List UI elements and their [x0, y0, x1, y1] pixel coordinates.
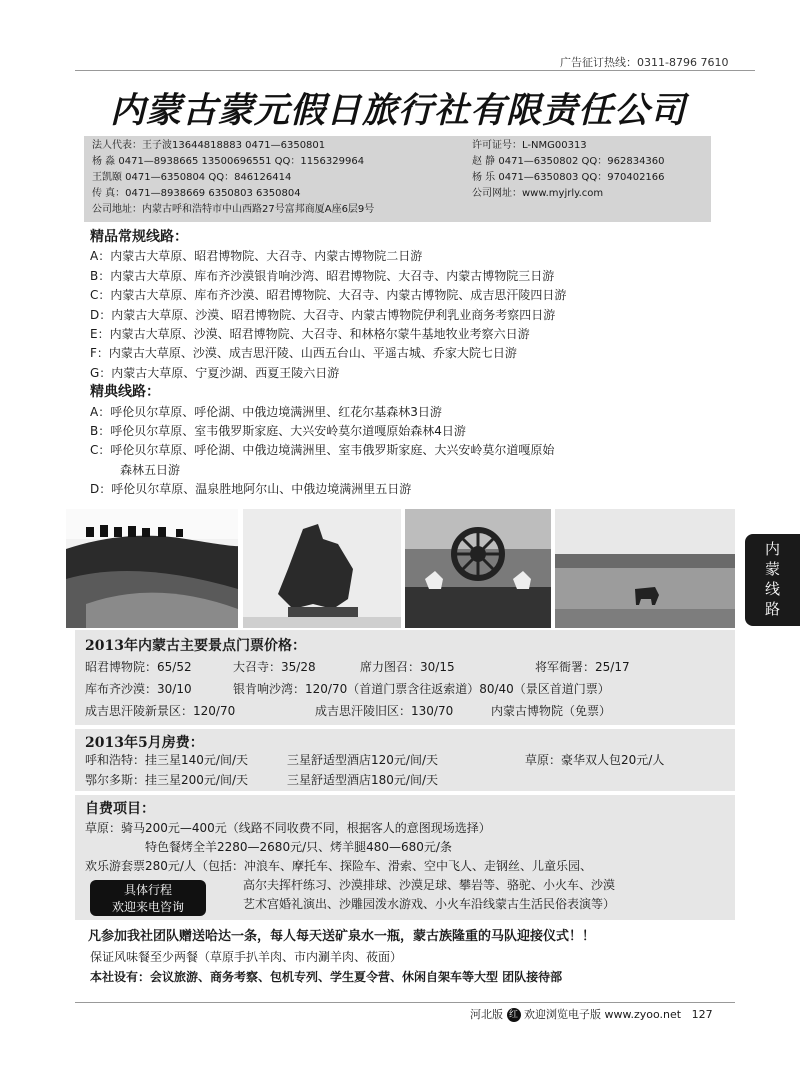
price-item: 席力图召：30/15	[360, 660, 455, 674]
page-number: 127	[691, 1008, 713, 1021]
call-for-details-badge	[90, 880, 206, 916]
edition-label: 河北版	[470, 1008, 503, 1021]
route-item: A：内蒙古大草原、昭君博物院、大召寺、内蒙古博物院二日游	[90, 249, 423, 264]
self-pay-line: 艺术宫婚礼演出、沙雕园泼水游戏、小火车沿线蒙古生活民俗表演等）	[243, 897, 616, 911]
tab-char: 内	[764, 540, 780, 558]
route-item: C：内蒙古大草原、库布齐沙漠、昭君博物院、大召寺、内蒙古博物院、成吉思汗陵四日游	[90, 288, 567, 303]
company-address: 公司地址：内蒙古呼和浩特市中山西路27号富邦商厦A座6层9号	[92, 204, 375, 215]
classic-routes-heading: 精典线路：	[90, 384, 160, 401]
room-rate: 鄂尔多斯：挂三星200元/间/天	[85, 773, 248, 787]
footer-divider	[75, 1002, 735, 1003]
route-item: D：呼伦贝尔草原、温泉胜地阿尔山、中俄边境满洲里五日游	[90, 482, 412, 497]
route-item: B：呼伦贝尔草原、室韦俄罗斯家庭、大兴安岭莫尔道嘎原始森林4日游	[90, 424, 466, 439]
route-item-continued: 森林五日游	[120, 462, 181, 477]
price-item: 大召寺：35/28	[233, 660, 316, 674]
badge-line: 具体行程	[123, 883, 172, 897]
route-item: G：内蒙古大草原、宁夏沙湖、西夏王陵六日游	[90, 365, 340, 380]
contact-box	[84, 136, 711, 222]
price-item: 内蒙古博物院（免票）	[491, 704, 612, 718]
room-rate: 三星舒适型酒店120元/间/天	[287, 753, 438, 767]
grassland-horse-photo	[555, 509, 735, 628]
meal-guarantee: 保证风味餐至少两餐（草原手扒羊肉、市内涮羊肉、莜面）	[90, 950, 403, 964]
contact-left: 王凯颐 0471—6350804 QQ：846126414	[92, 172, 292, 183]
room-rate-section	[75, 729, 735, 791]
self-pay-line: 特色餐烤全羊2280—2680元/只、烤羊腿480—680元/条	[145, 840, 452, 854]
route-item: A：呼伦贝尔草原、呼伦湖、中俄边境满洲里、红花尔基森林3日游	[90, 404, 442, 419]
header-divider	[75, 70, 755, 71]
contact-right: 赵 静 0471—6350802 QQ：962834360	[472, 156, 665, 167]
regular-routes-heading: 精品常规线路：	[90, 229, 188, 245]
license-number: 许可证号：L-NMG00313	[472, 140, 587, 151]
edition-badge-icon: 红	[507, 1008, 521, 1022]
services-offered: 本社设有：会议旅游、商务考察、包机专列、学生夏令营、休闲自架车等大型 团队接待部	[90, 970, 563, 984]
self-pay-heading: 自费项目：	[85, 801, 155, 817]
promotion-text: 凡参加我社团队赠送哈达一条，每人每天送矿泉水一瓶，蒙古族隆重的马队迎接仪式！！	[88, 929, 596, 944]
ad-hotline: 广告征订热线：0311-8796 7610	[560, 56, 729, 69]
ticket-price-section	[75, 630, 735, 725]
route-item: E：内蒙古大草原、沙漠、昭君博物院、大召寺、和林格尔蒙牛基地牧业考察六日游	[90, 327, 530, 342]
price-item: 银肯响沙湾：120/70（首道门票含往返索道）80/40（景区首道门票）	[233, 682, 610, 696]
price-item: 成吉思汗陵旧区：130/70	[315, 704, 454, 718]
route-list	[90, 228, 566, 500]
route-item: B：内蒙古大草原、库布齐沙漠银肯响沙湾、昭君博物院、大召寺、内蒙古博物院三日游	[90, 268, 555, 283]
price-item: 成吉思汗陵新景区：120/70	[85, 704, 236, 718]
contact-left: 传 真：0471—8938669 6350803 6350804	[92, 188, 301, 199]
self-pay-line: 高尔夫挥杆练习、沙漠排球、沙漠足球、攀岩等、骆驼、小火车、沙漠	[243, 878, 616, 892]
room-rate: 呼和浩特：挂三星140元/间/天	[85, 753, 248, 767]
tab-char: 路	[764, 600, 780, 618]
company-website: 公司网址：www.myjrly.com	[472, 188, 604, 199]
footer-slogan[interactable]: 欢迎浏览电子版 www.zyoo.net	[524, 1008, 682, 1021]
room-rate-heading: 2013年5月房费：	[85, 735, 204, 751]
route-item: C：呼伦贝尔草原、呼伦湖、中俄边境满洲里、室韦俄罗斯家庭、大兴安岭莫尔道嘎原始	[90, 443, 555, 458]
route-item: F：内蒙古大草原、沙漠、成吉思汗陵、山西五台山、平遥古城、乔家大院七日游	[90, 346, 517, 361]
contact-left: 杨 淼 0471—8938665 13500696551 QQ：1156329964	[92, 156, 365, 167]
section-tab-inner-mongolia-routes	[745, 534, 800, 626]
tab-char: 线	[764, 580, 780, 598]
company-title: 内蒙古蒙元假日旅行社有限责任公司	[110, 91, 687, 131]
route-item: D：内蒙古大草原、沙漠、昭君博物院、大召寺、内蒙古博物院伊利乳业商务考察四日游	[90, 307, 556, 322]
genghis-statue-photo	[243, 509, 401, 628]
page-footer	[470, 1006, 713, 1022]
price-item: 将军衙署：25/17	[535, 660, 630, 674]
contact-right: 杨 乐 0471—6350803 QQ：970402166	[472, 172, 665, 183]
ticket-price-heading: 2013年内蒙古主要景点门票价格：	[85, 638, 306, 654]
dharma-wheel-photo	[405, 509, 551, 628]
badge-line: 欢迎来电咨询	[111, 900, 184, 914]
tab-char: 蒙	[764, 560, 780, 578]
self-pay-line: 欢乐游套票280元/人（包括：冲浪车、摩托车、探险车、滑索、空中飞人、走钢丝、儿童乐园、	[85, 859, 592, 873]
representative: 法人代表：王子波13644818883 0471—6350801	[92, 140, 326, 151]
price-item: 昭君博物院：65/52	[85, 660, 192, 674]
room-rate: 草原：豪华双人包20元/人	[525, 753, 665, 767]
price-item: 库布齐沙漠：30/10	[85, 682, 192, 696]
self-pay-line: 草原：骑马200元—400元（线路不同收费不同，根据客人的意图现场选择）	[85, 821, 491, 835]
room-rate: 三星舒适型酒店180元/间/天	[287, 773, 438, 787]
desert-camel-photo	[66, 509, 238, 628]
